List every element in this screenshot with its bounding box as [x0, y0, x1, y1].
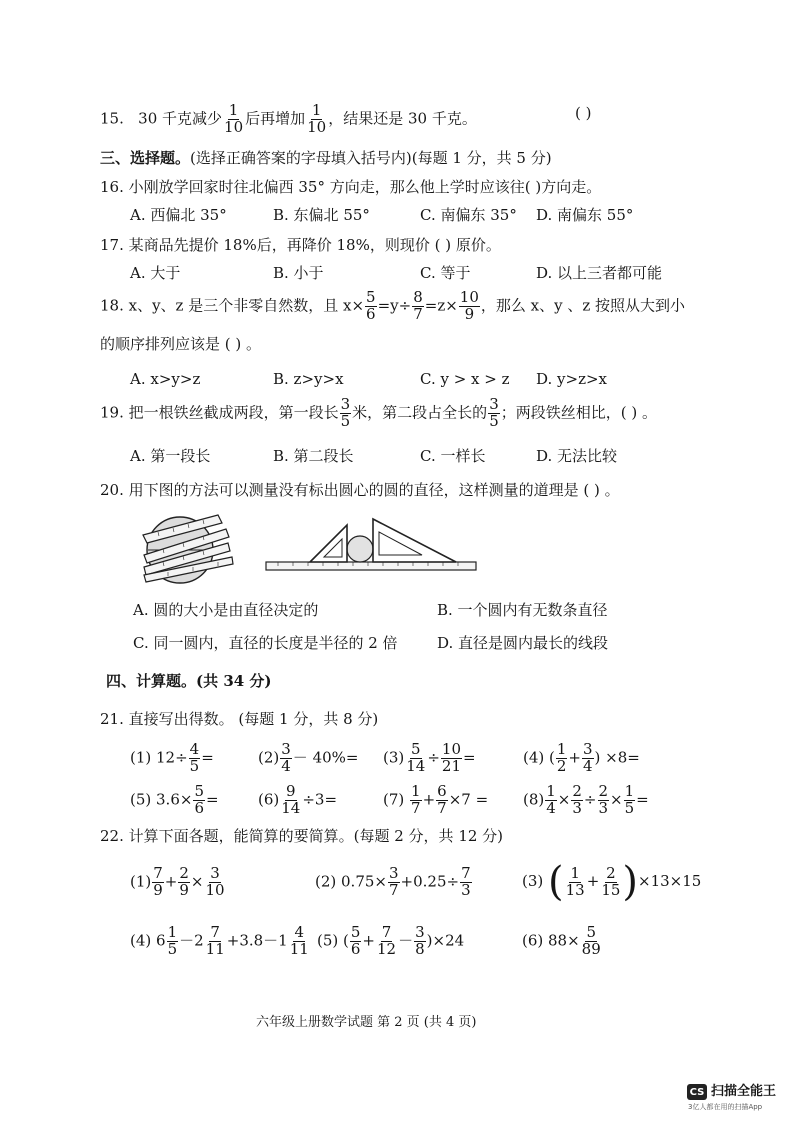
frac-num: 2 [179, 864, 189, 882]
q22-problem-6 [522, 925, 603, 958]
q18-text-a: 18. x、y、z 是三个非零自然数，且 x× [100, 296, 365, 315]
frac-den: 15 [601, 880, 621, 899]
problem-tail: = [636, 790, 649, 809]
problem-label: (3) [522, 872, 544, 890]
question-16: 16. 小刚放学回家时往北偏西 35° 方向走，那么他上学时应该往( )方向走。 [100, 178, 602, 196]
frac-den: 4 [583, 756, 593, 775]
frac-num: 3 [388, 864, 399, 882]
frac-num: 3 [489, 395, 499, 413]
question-15 [100, 103, 477, 136]
frac-den: 7 [388, 880, 399, 899]
q18-text-d: ，那么 x、y 、z 按照从大到小 [480, 296, 686, 315]
fraction [289, 925, 310, 958]
frac-num: 5 [366, 288, 376, 306]
frac-num: 10 [459, 288, 479, 306]
circle-measure-figure [138, 505, 498, 585]
frac-num: 2 [606, 863, 616, 882]
q15-text-a: 30 千克减少 [138, 109, 223, 128]
frac-num: 4 [294, 923, 305, 941]
frac-den: 6 [194, 798, 204, 817]
frac-den: 7 [413, 304, 423, 323]
frac-num: 1 [167, 923, 178, 941]
problem-tail: = [463, 748, 476, 767]
problem-label: (5) ( [317, 931, 349, 950]
frac-den: 6 [366, 304, 376, 323]
question-18 [100, 290, 685, 323]
fraction [414, 925, 426, 958]
frac-den: 3 [598, 798, 609, 817]
frac-num: 1 [311, 101, 322, 119]
fraction [365, 290, 377, 323]
problem-tail: － 40%= [292, 748, 359, 767]
fraction [388, 866, 400, 899]
fraction [376, 925, 397, 958]
option-d[interactable]: D. 南偏东 55° [536, 206, 634, 224]
frac-den: 2 [556, 756, 567, 775]
option-b[interactable]: B. 一个圆内有无数条直径 [437, 601, 608, 619]
frac-num: 7 [210, 923, 220, 941]
fraction [280, 742, 292, 775]
option-a[interactable]: A. 圆的大小是由直径决定的 [133, 601, 319, 619]
problem-label: (1) [130, 872, 152, 891]
frac-den: 11 [289, 939, 309, 958]
question-20: 20. 用下图的方法可以测量没有标出圆心的圆的直径，这样测量的道理是 ( ) 。 [100, 481, 620, 499]
fraction [280, 784, 301, 817]
frac-den: 9 [464, 304, 475, 323]
logo-badge-text: CS [689, 1086, 705, 1098]
frac-num: 5 [350, 923, 361, 941]
operator: ÷ [583, 790, 597, 809]
problem-label: (3) [383, 748, 405, 767]
question-22: 22. 计算下面各题，能简算的要简算。(每题 2 分，共 12 分) [100, 827, 504, 845]
fraction [193, 784, 205, 817]
frac-den: 4 [546, 798, 556, 817]
frac-den: 5 [624, 798, 635, 817]
frac-num: 4 [189, 740, 200, 758]
watermark-name: 扫描全能王 [711, 1084, 777, 1099]
frac-den: 6 [350, 939, 361, 958]
frac-den: 11 [205, 939, 225, 958]
page-footer: 六年级上册数学试题 第 2 页 (共 4 页) [256, 1015, 477, 1030]
q22-problem-2 [315, 866, 473, 899]
fraction [189, 742, 201, 775]
fraction [441, 742, 462, 775]
option-c[interactable]: C. 同一圆内，直径的长度是半径的 2 倍 [133, 634, 398, 652]
fraction [350, 925, 362, 958]
fraction [178, 866, 190, 899]
frac-num: 5 [586, 923, 596, 941]
section-note: (选择正确答案的字母填入括号内) [190, 149, 412, 167]
fraction [167, 925, 179, 958]
q22-problem-4 [130, 925, 311, 958]
frac-den: 5 [489, 411, 499, 430]
q21-problem-3 [383, 742, 476, 775]
frac-num: 1 [411, 782, 421, 800]
fraction [571, 784, 583, 817]
frac-num: 3 [415, 923, 425, 941]
q22-problem-5 [317, 925, 464, 958]
operator: － [398, 931, 414, 950]
frac-num: 9 [286, 782, 296, 800]
q22-problem-3 [522, 859, 702, 905]
frac-den: 3 [461, 880, 471, 899]
fan-rulers-figure [143, 515, 233, 583]
frac-den: 10 [205, 880, 225, 899]
option-c[interactable]: C. 南偏东 35° [420, 206, 517, 224]
operator: －2 [179, 931, 204, 950]
question-21: 21. 直接写出得数。 (每题 1 分，共 8 分) [100, 710, 379, 728]
frac-num: 3 [583, 740, 593, 758]
frac-den: 12 [377, 939, 397, 958]
frac-den: 5 [340, 411, 351, 430]
frac-num: 10 [441, 740, 462, 758]
frac-num: 7 [381, 923, 392, 941]
problem-label: (2) 0.75× [315, 872, 387, 891]
problem-label: (8) [523, 790, 545, 809]
fraction [340, 397, 352, 430]
frac-num: 3 [210, 864, 220, 882]
option-d[interactable]: D. 以上三者都可能 [536, 264, 663, 282]
fraction [223, 103, 244, 136]
frac-den: 9 [153, 880, 163, 899]
operator: + [422, 790, 436, 809]
frac-num: 5 [411, 740, 421, 758]
frac-den: 7 [437, 798, 447, 817]
fraction [556, 742, 568, 775]
operator: × [610, 790, 623, 809]
frac-den: 5 [189, 756, 200, 775]
q15-text-c: ，结果还是 30 千克。 [328, 109, 477, 128]
frac-den: 4 [281, 756, 291, 775]
frac-den: 10 [307, 117, 327, 136]
fraction [410, 784, 422, 817]
frac-num: 1 [570, 863, 580, 882]
problem-label: (4) ( [523, 748, 555, 767]
question-18-line2: 的顺序排列应该是 ( ) 。 [100, 335, 262, 353]
problem-tail: = [206, 790, 219, 809]
q15-text-b: 后再增加 [245, 109, 306, 128]
problem-label: (7) [383, 790, 405, 809]
fraction [405, 742, 426, 775]
frac-num: 2 [572, 782, 582, 800]
fraction [306, 103, 327, 136]
question-number: 15. [100, 109, 124, 128]
frac-num: 1 [624, 782, 635, 800]
frac-den: 14 [406, 756, 426, 775]
frac-den: 9 [179, 880, 189, 899]
fraction [598, 784, 610, 817]
q21-problem-7 [383, 784, 488, 817]
option-c[interactable]: C. 等于 [420, 264, 471, 282]
problem-tail: = [201, 748, 214, 767]
frac-num: 3 [340, 395, 351, 413]
section-score: (每题 1 分，共 5 分) [411, 149, 552, 167]
triangle-rulers-figure [266, 519, 476, 570]
operator: ÷ [427, 748, 440, 767]
option-c[interactable]: C. 一样长 [420, 447, 486, 465]
problem-tail: ×13×15 [638, 872, 702, 890]
fraction [624, 784, 636, 817]
question-17: 17. 某商品先提价 18%后，再降价 18%，则现价 ( ) 原价。 [100, 236, 501, 254]
fraction [545, 784, 557, 817]
q21-problem-2 [258, 742, 358, 775]
fraction [460, 866, 472, 899]
option-b[interactable]: B. 第二段长 [273, 447, 354, 465]
q21-problem-1 [130, 742, 214, 775]
frac-num: 7 [461, 864, 471, 882]
answer-blank[interactable]: ( ) [575, 104, 592, 122]
problem-label: (1) 12÷ [130, 748, 188, 767]
q19-text-c: ；两段铁丝相比，( ) 。 [500, 403, 657, 422]
option-b[interactable]: B. z>y>x [273, 370, 344, 388]
problem-label: (4) 6 [130, 931, 166, 950]
problem-label: (5) 3.6× [130, 790, 193, 809]
operator: × [557, 790, 571, 809]
operator: + [586, 872, 600, 890]
frac-den: 21 [441, 756, 462, 775]
operator: + [164, 872, 178, 891]
frac-den: 13 [565, 880, 585, 899]
option-a[interactable]: A. x>y>z [130, 370, 201, 388]
fraction [412, 290, 424, 323]
right-paren: ) [622, 859, 639, 905]
option-d[interactable]: D. y>z>x [536, 370, 608, 388]
fraction [205, 925, 226, 958]
frac-num: 1 [556, 740, 567, 758]
frac-num: 1 [546, 782, 556, 800]
problem-tail: )×24 [426, 931, 465, 950]
q22-problem-1 [130, 866, 227, 899]
problem-tail: ) ×8= [594, 748, 640, 767]
section-3-heading [100, 151, 552, 166]
frac-num: 3 [281, 740, 291, 758]
option-a[interactable]: A. 西偏北 35° [130, 206, 227, 224]
frac-num: 7 [153, 864, 163, 882]
fraction [459, 290, 480, 323]
frac-num: 1 [228, 101, 239, 119]
q19-text-b: 米，第二段占全长的 [352, 403, 488, 422]
option-d[interactable]: D. 直径是圆内最长的线段 [437, 634, 609, 652]
option-a[interactable]: A. 第一段长 [130, 447, 211, 465]
option-b[interactable]: B. 小于 [273, 264, 324, 282]
frac-den: 5 [167, 939, 178, 958]
frac-den: 8 [415, 939, 425, 958]
operator: +0.25÷ [400, 872, 460, 891]
problem-label: (6) 88× [522, 931, 580, 950]
frac-den: 7 [411, 798, 421, 817]
q19-text-a: 19. 把一根铁丝截成两段，第一段长 [100, 403, 339, 422]
left-paren: ( [548, 859, 564, 905]
fraction [582, 742, 594, 775]
option-d[interactable]: D. 无法比较 [536, 447, 618, 465]
operator: × [190, 872, 204, 891]
section-title: 三、选择题。 [100, 149, 191, 167]
fraction [565, 863, 586, 899]
frac-num: 2 [598, 782, 609, 800]
option-b[interactable]: B. 东偏北 55° [273, 206, 370, 224]
problem-tail: ÷3= [302, 790, 338, 809]
fraction [436, 784, 448, 817]
question-19 [100, 397, 657, 430]
problem-label: (2) [258, 748, 280, 767]
frac-num: 6 [437, 782, 447, 800]
fraction [600, 863, 621, 899]
option-a[interactable]: A. 大于 [130, 264, 181, 282]
fraction [152, 866, 164, 899]
fraction [581, 925, 602, 958]
frac-den: 89 [581, 939, 601, 958]
operator: +3.8－1 [226, 931, 288, 950]
problem-label: (6) [258, 790, 280, 809]
operator: + [568, 748, 581, 767]
watermark-sub: 3亿人都在用的扫描App [688, 1103, 763, 1111]
fraction [488, 397, 500, 430]
q21-problem-8 [523, 784, 649, 817]
frac-den: 14 [281, 798, 301, 817]
option-c[interactable]: C. y > x > z [420, 370, 510, 388]
q21-problem-5 [130, 784, 219, 817]
frac-den: 3 [572, 798, 582, 817]
q18-text-c: =z× [424, 296, 458, 315]
problem-tail: ×7 = [448, 790, 489, 809]
q18-text-b: =y÷ [377, 296, 412, 315]
section-4-heading: 四、计算题。(共 34 分) [106, 672, 272, 690]
frac-num: 8 [413, 288, 423, 306]
q21-problem-4 [523, 742, 640, 775]
q21-problem-6 [258, 784, 337, 817]
operator: + [362, 931, 375, 950]
frac-num: 5 [194, 782, 204, 800]
frac-den: 10 [224, 117, 244, 136]
camscanner-logo-icon [687, 1084, 707, 1100]
fraction [205, 866, 226, 899]
